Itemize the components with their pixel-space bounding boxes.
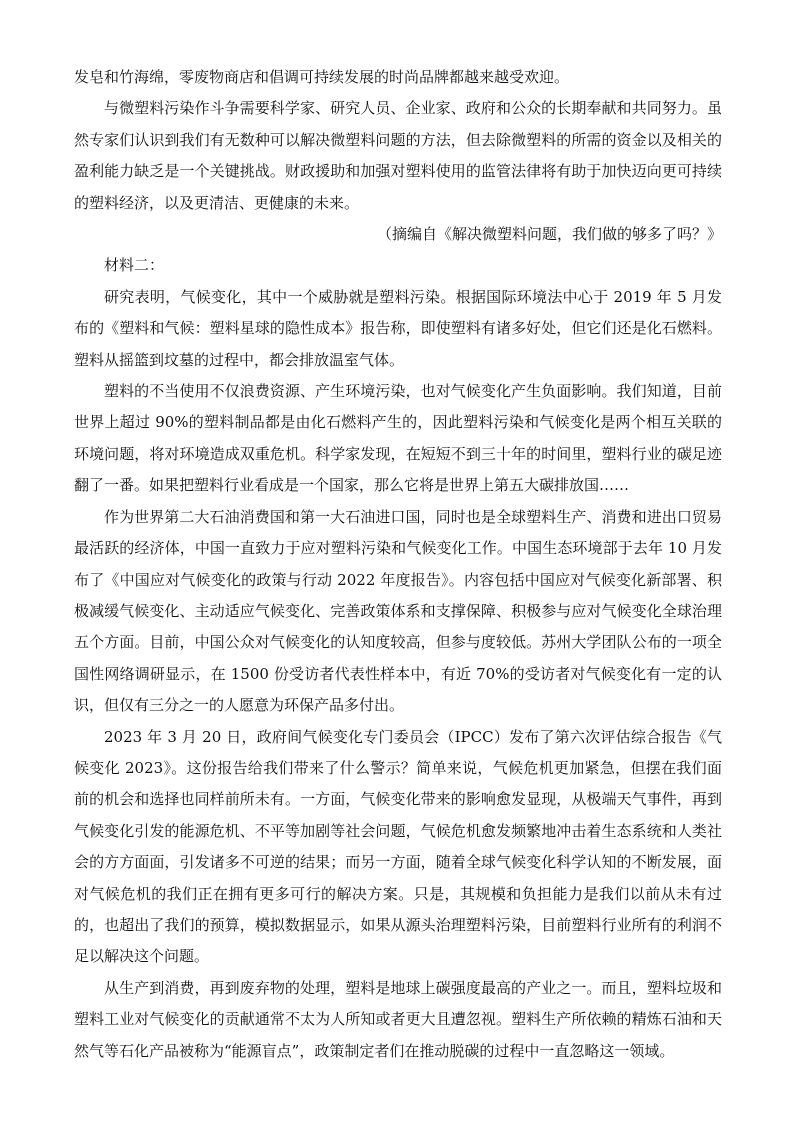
paragraph-climate-threat: 研究表明，气候变化，其中一个威胁就是塑料污染。根据国际环境法中心于 2019 年 5 月发布的《塑料和气候：塑料星球的隐性成本》报告称，即使塑料有诸多好处，但它们还是化石燃料。塑料从摇篮到坟墓的过程中，都会排放温室气体。 [74, 287, 722, 369]
paragraph-energy-blindspot: 从生产到消费，再到废弃物的处理，塑料是地球上碳强度最高的产业之一。而且，塑料垃圾和塑料工业对气候变化的贡献通常不太为人所知或者更大且遭忽视。塑料生产所依赖的精炼石油和天然气等石化产品被称为“能源盲点”，政策制定者们在推动脱碳的过程中一直忽略这一领域。 [74, 978, 722, 1060]
document-body [74, 62, 722, 1067]
paragraph-microplastics-effort: 与微塑料污染作斗争需要科学家、研究人员、企业家、政府和公众的长期奉献和共同努力。虽然专家们认识到我们有无数种可以解决微塑料问题的方法，但去除微塑料的所需的资金以及相关的盈利能力缺乏是一个关键挑战。财政援助和加强对塑料使用的监管法律将有助于加快迈向更可持续的塑料经济，以及更清洁、更健康的未来。 [74, 99, 722, 212]
source-citation: （摘编自《解决微塑料问题，我们做的够多了吗？》 [376, 225, 722, 244]
paragraph-continuation: 发皂和竹海绵，零废物商店和倡调可持续发展的时尚品牌都越来越受欢迎。 [74, 68, 570, 86]
paragraph-ipcc-report: 2023 年 3 月 20 日，政府间气候变化专门委员会（IPCC）发布了第六次评估综合报告《气候变化 2023》。这份报告给我们带来了什么警示？简单来说，气候危机更加紧急，但摆在我们面前的机会和选择也同样前所未有。一方面，气候变化带来的影响愈发显现，从极端天气事件，再到气候变化引发的能源危机、不平等加剧等社会问题，气候危机愈发频繁地冲击着生态系统和人类社会的方方面面，引发诸多不可逆的结果；而另一方面，随着全球气候变化科学认知的不断发展，面对气候危机的我们正在拥有更多可行的解决方案。只是，其规模和负担能力是我们以前从未有过的，也超出了我们的预算，模拟数据显示，如果从源头治理塑料污染，目前塑料行业所有的利润不足以解决这个问题。 [74, 727, 722, 966]
material-two-heading: 材料二： [104, 256, 165, 275]
paragraph-china-policy: 作为世界第二大石油消费国和第一大石油进口国，同时也是全球塑料生产、消费和进出口贸易最活跃的经济体，中国一直致力于应对塑料污染和气候变化工作。中国生态环境部于去年 10 月发布了《中国应对气候变化的政策与行动 2022 年度报告》。内容包括中国应对气候变化新部署、积极减缓气候变化、主动适应气候变化、完善政策体系和支撑保障、积极参与应对气候变化全球治理五个方面。目前，中国公众对气候变化的认知度较高，但参与度较低。苏州大学团队公布的一项全国性网络调研显示，在 1500 份受访者代表性样本中，有近 70%的受访者对气候变化有一定的认识，但仅有三分之一的人愿意为环保产品多付出。 [74, 507, 722, 715]
paragraph-plastic-misuse: 塑料的不当使用不仅浪费资源、产生环境污染，也对气候变化产生负面影响。我们知道，目前世界上超过 90%的塑料制品都是由化石燃料产生的，因此塑料污染和气候变化是两个相互关联的环境问题，将对环境造成双重危机。科学家发现，在短短不到三十年的时间里，塑料行业的碳足迹翻了一番。如果把塑料行业看成是一个国家，那么它将是世界上第五大碳排放国…… [74, 382, 722, 495]
